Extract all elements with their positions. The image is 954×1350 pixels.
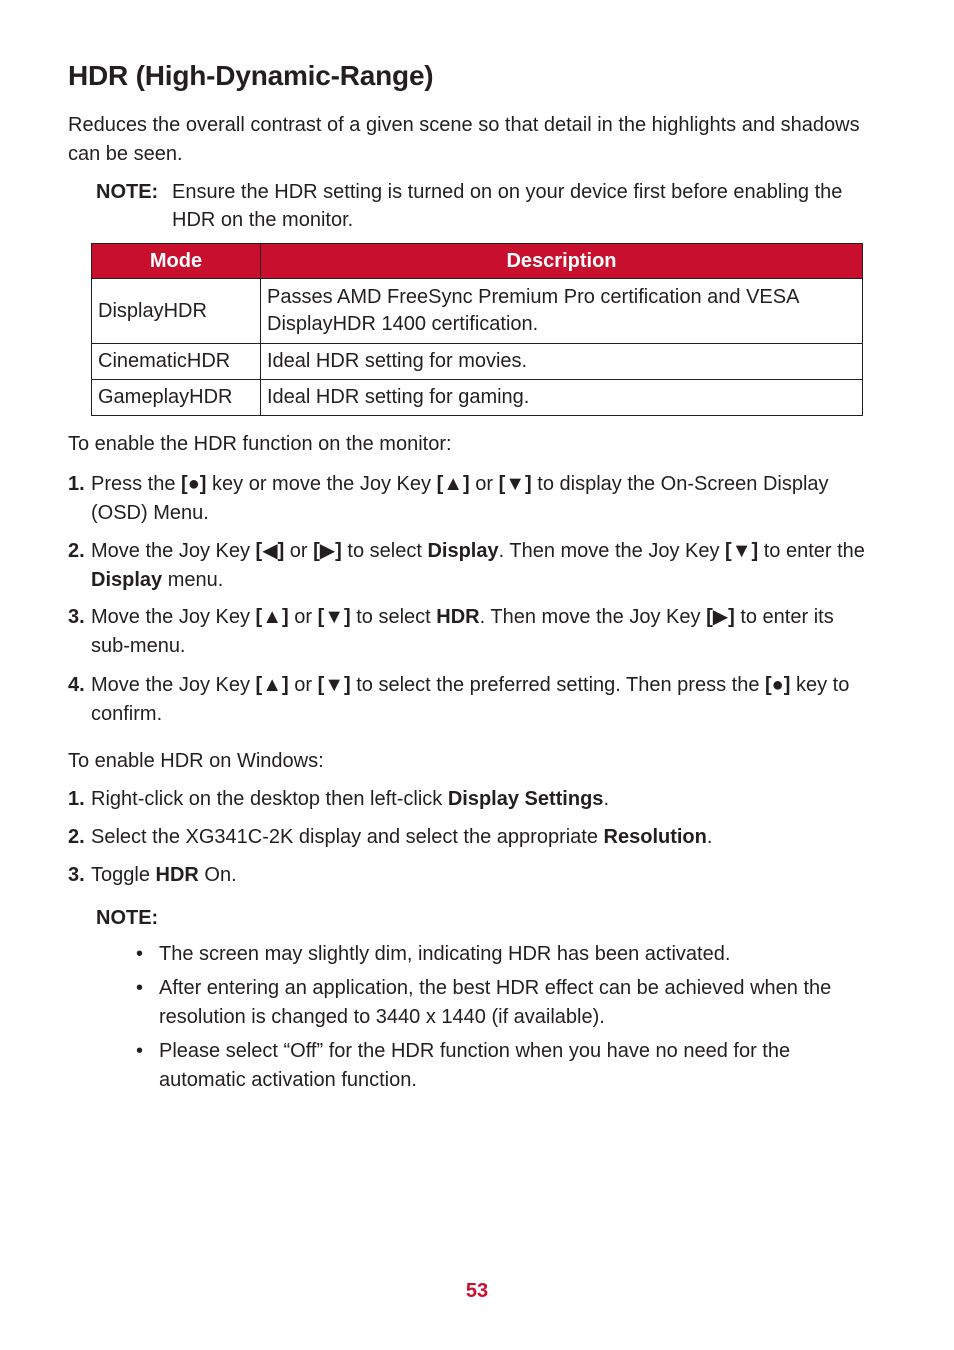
windows-steps-intro: To enable HDR on Windows:	[68, 750, 324, 772]
step-text: . Then move the Joy Key	[498, 540, 726, 562]
step-number: 1.	[68, 473, 85, 495]
step-number: 1.	[68, 788, 85, 810]
step-text: .	[603, 788, 609, 810]
step-text: to display the On-Screen Display (OSD) Menu.	[91, 473, 829, 524]
note-bullet-list	[136, 940, 848, 1100]
step-text: or	[288, 606, 318, 628]
bullet-text: The screen may slightly dim, indicating HDR has been activated.	[159, 943, 731, 965]
step-number: 2.	[68, 826, 85, 848]
step-text: On.	[198, 864, 237, 886]
note-label: NOTE:	[96, 181, 159, 203]
bullet-text: Please select “Off” for the HDR function when you have no need for the automatic activation function.	[159, 1040, 791, 1091]
step-text: to select the preferred setting. Then press the	[350, 674, 765, 696]
step-text: .	[706, 826, 713, 848]
step-text: key to confirm.	[91, 674, 850, 725]
column-header-description: Description	[261, 244, 863, 279]
step-text: Move the Joy Key	[91, 606, 256, 628]
description-cell: Passes AMD FreeSync Premium Pro certification and VESA DisplayHDR 1400 certification.	[261, 279, 863, 344]
description-cell: Ideal HDR setting for movies.	[261, 344, 863, 380]
step-text: to select	[341, 540, 428, 562]
right-arrow-icon: [▶]	[706, 606, 735, 628]
step-text: . Then move the Joy Key	[479, 606, 707, 628]
list-item	[68, 785, 874, 814]
note-text: Ensure the HDR setting is turned on on your device first before enabling the HDR on the monitor.	[172, 181, 843, 231]
monitor-steps-intro: To enable the HDR function on the monitor:	[68, 433, 452, 455]
bullet-icon: •	[136, 977, 144, 999]
bullet-icon: •	[136, 1040, 144, 1062]
step-text: Toggle	[91, 864, 156, 886]
menu-term: HDR	[436, 606, 480, 628]
center-key-icon: [●]	[765, 674, 791, 696]
list-item	[136, 1037, 848, 1095]
step-text: Move the Joy Key	[91, 540, 256, 562]
bullet-icon: •	[136, 943, 144, 965]
down-arrow-icon: [▼]	[725, 540, 759, 562]
list-item	[68, 603, 874, 661]
step-text: Select the XG341C-2K display and select the appropriate	[91, 826, 604, 848]
left-arrow-icon: [◀]	[255, 540, 285, 562]
table-header-row	[92, 244, 863, 279]
description-cell: Ideal HDR setting for gaming.	[261, 380, 863, 416]
column-header-mode: Mode	[92, 244, 261, 279]
page-number: 53	[465, 1280, 489, 1302]
right-arrow-icon: [▶]	[313, 540, 342, 562]
up-arrow-icon: [▲]	[255, 674, 289, 696]
list-item	[68, 537, 874, 595]
list-item	[68, 671, 874, 729]
step-number: 3.	[68, 606, 85, 628]
center-key-icon: [●]	[181, 473, 207, 495]
step-text: Right-click on the desktop then left-click	[91, 788, 448, 810]
menu-term: Display Settings	[447, 788, 604, 810]
mode-cell: CinematicHDR	[92, 344, 261, 380]
menu-term: Display	[427, 540, 499, 562]
step-text: key or move the Joy Key	[206, 473, 437, 495]
list-item	[68, 861, 874, 890]
step-text: Press the	[91, 473, 182, 495]
step-text: or	[469, 473, 499, 495]
list-item	[68, 470, 874, 528]
step-text: Move the Joy Key	[91, 674, 256, 696]
list-item	[136, 974, 848, 1032]
step-text: or	[284, 540, 314, 562]
list-item	[136, 940, 848, 969]
step-number: 3.	[68, 864, 85, 886]
note-label: NOTE:	[96, 907, 159, 929]
step-text: to select	[350, 606, 437, 628]
up-arrow-icon: [▲]	[255, 606, 289, 628]
mode-cell: GameplayHDR	[92, 380, 261, 416]
down-arrow-icon: [▼]	[498, 473, 532, 495]
step-number: 4.	[68, 674, 85, 696]
table-row	[92, 279, 863, 344]
bullet-text: After entering an application, the best HDR effect can be achieved when the resolution is changed to 3440 x 1440 (if available).	[159, 977, 832, 1028]
down-arrow-icon: [▼]	[317, 606, 351, 628]
step-text: to enter its sub-menu.	[91, 606, 834, 657]
down-arrow-icon: [▼]	[317, 674, 351, 696]
hdr-modes-table	[91, 243, 863, 416]
table-row	[92, 380, 863, 416]
menu-term: Display	[91, 569, 163, 591]
step-text: to enter the	[758, 540, 865, 562]
up-arrow-icon: [▲]	[436, 473, 470, 495]
intro-paragraph: Reduces the overall contrast of a given scene so that detail in the highlights and shadows can be seen.	[68, 114, 860, 165]
step-text: menu.	[162, 569, 224, 591]
menu-term: Resolution	[603, 826, 707, 848]
menu-term: HDR	[155, 864, 199, 886]
table-row	[92, 344, 863, 380]
step-text: or	[288, 674, 318, 696]
page-title: HDR (High-Dynamic-Range)	[68, 60, 434, 91]
windows-steps-list	[68, 785, 874, 890]
mode-cell: DisplayHDR	[92, 279, 261, 344]
note-hdr-device	[96, 178, 876, 234]
monitor-steps-list	[68, 470, 874, 729]
list-item	[68, 823, 874, 852]
step-number: 2.	[68, 540, 85, 562]
